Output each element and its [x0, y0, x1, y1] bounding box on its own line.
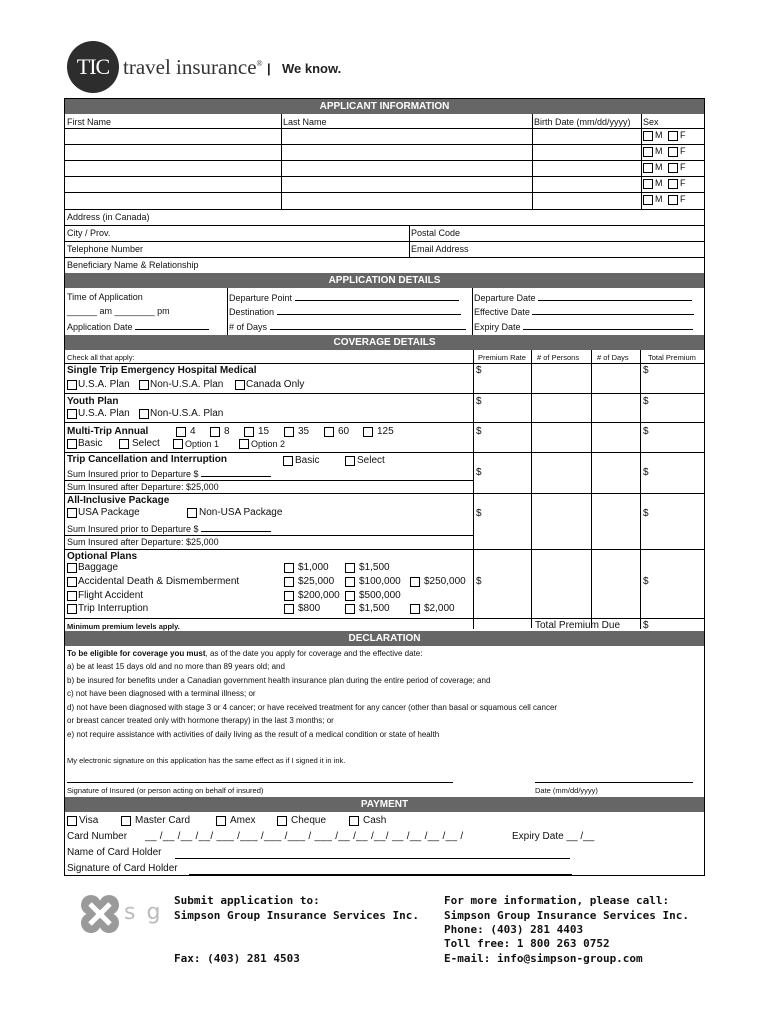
- amount-25000-label: $25,000: [298, 576, 335, 587]
- total-premium-due-label: Total Premium Due: [535, 620, 621, 631]
- amount-800-checkbox[interactable]: [284, 604, 294, 614]
- mt-8-label: 8: [224, 426, 230, 437]
- baggage-label: Baggage: [78, 562, 119, 573]
- mt-35-label: 35: [298, 426, 310, 437]
- youth-usa-label: U.S.A. Plan: [78, 408, 130, 419]
- declaration-date-line[interactable]: [535, 782, 693, 783]
- single-trip-rate: $: [476, 365, 482, 376]
- trip-cancel-rate: $: [476, 467, 482, 478]
- birth-date-label: Birth Date (mm/dd/yyyy): [534, 117, 631, 127]
- expiry-date-label: [474, 321, 693, 333]
- info-label: For more information, please call:: [444, 894, 670, 907]
- mt-60-checkbox[interactable]: [324, 427, 334, 437]
- amount-1500b-checkbox[interactable]: [345, 604, 355, 614]
- insured-signature-label: Signature of Insured (or person acting on behalf of insured): [67, 786, 264, 795]
- sex-f-label: F: [680, 162, 686, 172]
- tc-sum-prior: [67, 468, 271, 480]
- usa-plan-checkbox[interactable]: [67, 380, 77, 390]
- check-all-label: Check all that apply:: [67, 353, 135, 362]
- declaration-e: e) not require assistance with activities of daily living as the result of a medical condition or state of health: [67, 730, 440, 739]
- departure-date-label: [474, 292, 692, 304]
- address-label: Address (in Canada): [67, 212, 150, 222]
- card-signature-line[interactable]: [189, 874, 572, 875]
- days-text: # of Days: [229, 322, 268, 332]
- days-header: # of Days: [597, 353, 629, 362]
- youth-non-usa-label: Non-U.S.A. Plan: [150, 408, 224, 419]
- am-pm-field[interactable]: ______ am ________ pm: [67, 306, 170, 316]
- total-premium-header: Total Premium: [648, 353, 696, 362]
- coverage-details-header: COVERAGE DETAILS: [65, 335, 704, 350]
- city-label: City / Prov.: [67, 228, 111, 238]
- multi-trip-rate: $: [476, 426, 482, 437]
- trip-cancellation-title: Trip Cancellation and Interruption: [67, 454, 228, 465]
- sex-f-checkbox-3[interactable]: [668, 163, 678, 173]
- sex-m-checkbox-2[interactable]: [643, 147, 653, 157]
- card-expiry-field[interactable]: Expiry Date __ /__: [512, 831, 595, 842]
- info-company: Simpson Group Insurance Services Inc.: [444, 909, 690, 922]
- eligibility-intro-rest: , as of the date you apply for coverage and the effective date:: [205, 649, 423, 658]
- optional-rate: $: [476, 576, 482, 587]
- sex-m-label: M: [655, 162, 663, 172]
- mastercard-label: Master Card: [135, 815, 191, 826]
- sex-label: Sex: [643, 117, 659, 127]
- premium-rate-header: Premium Rate: [478, 353, 526, 362]
- application-details-header: APPLICATION DETAILS: [65, 273, 704, 288]
- cash-checkbox[interactable]: [349, 816, 359, 826]
- declaration-header: DECLARATION: [65, 631, 704, 646]
- declaration-d1: d) not have been diagnosed with stage 3 or 4 cancer; or have received treatment for any cancer (other than basal or squamous cell cancer: [67, 703, 558, 712]
- submit-company: Simpson Group Insurance Services Inc.: [174, 909, 420, 922]
- eligibility-intro: [67, 649, 422, 659]
- tc-sum-prior-text: Sum Insured prior to Departure $: [67, 469, 199, 479]
- youth-total: $: [643, 396, 649, 407]
- tc-select-label: Select: [357, 455, 385, 466]
- brand-name: [123, 55, 263, 80]
- mt-8-checkbox[interactable]: [210, 427, 220, 437]
- application-date-label: [67, 321, 209, 333]
- trip-cancel-total: $: [643, 467, 649, 478]
- applicant-info-header: APPLICANT INFORMATION: [65, 99, 704, 114]
- min-premium-note: Minimum premium levels apply.: [67, 622, 180, 631]
- amex-label: Amex: [230, 815, 256, 826]
- electronic-signature-note: My electronic signature on this application has the same effect as if I signed it in ink.: [67, 756, 346, 765]
- mt-basic-checkbox[interactable]: [67, 439, 77, 449]
- amount-1500b-label: $1,500: [359, 603, 390, 614]
- mt-125-checkbox[interactable]: [363, 427, 373, 437]
- mt-15-label: 15: [258, 426, 270, 437]
- fax-number: Fax: (403) 281 4503: [174, 952, 300, 965]
- departure-point-text: Departure Point: [229, 293, 293, 303]
- days-label: [229, 321, 466, 333]
- ai-sum-after: Sum Insured after Departure: $25,000: [67, 537, 219, 547]
- amount-2000-label: $2,000: [424, 603, 455, 614]
- email-label: Email Address: [411, 244, 469, 254]
- declaration-d2: or breast cancer treated only with hormone therapy) in the last 3 months; or: [67, 716, 334, 725]
- sex-f-checkbox-1[interactable]: [668, 131, 678, 141]
- mastercard-checkbox[interactable]: [121, 816, 131, 826]
- amount-1500-label: $1,500: [359, 562, 390, 573]
- last-name-label: Last Name: [283, 117, 327, 127]
- mt-15-checkbox[interactable]: [244, 427, 254, 437]
- mt-option1-checkbox[interactable]: [173, 439, 183, 449]
- mt-select-checkbox[interactable]: [119, 439, 129, 449]
- amount-25000-checkbox[interactable]: [284, 577, 294, 587]
- ai-non-usa-checkbox[interactable]: [187, 508, 197, 518]
- effective-date-text: Effective Date: [474, 307, 530, 317]
- visa-checkbox[interactable]: [67, 816, 77, 826]
- sg-logo-text: s g: [124, 900, 163, 925]
- amount-250000-checkbox[interactable]: [410, 577, 420, 587]
- submit-label: Submit application to:: [174, 894, 320, 907]
- all-inclusive-rate: $: [476, 508, 482, 519]
- separator: |: [267, 61, 271, 76]
- ai-usa-checkbox[interactable]: [67, 508, 77, 518]
- postal-code-label: Postal Code: [411, 228, 461, 238]
- mt-option2-label: Option 2: [251, 439, 286, 449]
- optional-total: $: [643, 576, 649, 587]
- optional-plans-title: Optional Plans: [67, 551, 138, 562]
- amount-2000-checkbox[interactable]: [410, 604, 420, 614]
- non-usa-plan-checkbox[interactable]: [139, 380, 149, 390]
- tc-basic-label: Basic: [295, 455, 320, 466]
- amount-500000-label: $500,000: [359, 590, 401, 601]
- logo-text: TIC: [76, 54, 110, 79]
- sex-f-label: F: [680, 130, 686, 140]
- mt-option1-label: Option 1: [185, 439, 220, 449]
- usa-plan-label: U.S.A. Plan: [78, 379, 130, 390]
- sex-m-checkbox-5[interactable]: [643, 195, 653, 205]
- persons-header: # of Persons: [537, 353, 580, 362]
- amount-100000-label: $100,000: [359, 576, 401, 587]
- tagline: We know.: [282, 61, 342, 76]
- mt-125-label: 125: [377, 426, 394, 437]
- sex-f-checkbox-2[interactable]: [668, 147, 678, 157]
- cash-label: Cash: [363, 815, 387, 826]
- effective-date-label: [474, 306, 694, 318]
- declaration-b: b) be insured for benefits under a Canadian government health insurance plan during the entire period of coverage; and: [67, 676, 491, 685]
- beneficiary-label: Beneficiary Name & Relationship: [67, 260, 199, 270]
- mt-select-label: Select: [132, 438, 160, 449]
- baggage-checkbox[interactable]: [67, 563, 77, 573]
- amex-checkbox[interactable]: [216, 816, 226, 826]
- amount-250000-label: $250,000: [424, 576, 466, 587]
- declaration-c: c) not have been diagnosed with a terminal illness; or: [67, 689, 256, 698]
- declaration-date-label: Date (mm/dd/yyyy): [535, 786, 598, 795]
- cheque-checkbox[interactable]: [277, 816, 287, 826]
- application-form: [64, 98, 705, 876]
- flight-checkbox[interactable]: [67, 591, 77, 601]
- youth-usa-checkbox[interactable]: [67, 409, 77, 419]
- amount-1000-checkbox[interactable]: [284, 563, 294, 573]
- time-of-application-label: Time of Application: [67, 292, 143, 302]
- youth-rate: $: [476, 396, 482, 407]
- payment-header: PAYMENT: [65, 797, 704, 812]
- brand-text: travel insurance: [123, 55, 257, 79]
- sex-m-checkbox-3[interactable]: [643, 163, 653, 173]
- amount-200000-checkbox[interactable]: [284, 591, 294, 601]
- telephone-label: Telephone Number: [67, 244, 144, 254]
- first-name-label: First Name: [67, 117, 112, 127]
- registered-mark: ®: [256, 59, 263, 68]
- youth-plan-title: Youth Plan: [67, 396, 119, 407]
- phone-number: Phone: (403) 281 4403: [444, 923, 584, 936]
- tc-select-checkbox[interactable]: [345, 456, 355, 466]
- departure-date-text: Departure Date: [474, 293, 536, 303]
- add-label: Accidental Death & Dismemberment: [78, 576, 240, 587]
- mt-basic-label: Basic: [78, 438, 103, 449]
- multi-trip-title: Multi-Trip Annual: [67, 426, 149, 437]
- amount-800-label: $800: [298, 603, 321, 614]
- ai-usa-label: USA Package: [78, 507, 140, 518]
- destination-text: Destination: [229, 307, 275, 317]
- tc-sum-after: Sum Insured after Departure: $25,000: [67, 482, 219, 492]
- declaration-a: a) be at least 15 days old and no more than 89 years old; and: [67, 662, 285, 671]
- card-number-field[interactable]: __ /__ /__ /__/ ___ /___ /___ /___ / ___ /__ /__ /__/ __ /__ /__ /__ /: [145, 831, 464, 842]
- ai-sum-prior-text: Sum Insured prior to Departure $: [67, 524, 199, 534]
- canada-only-checkbox[interactable]: [235, 380, 245, 390]
- eligibility-intro-bold: To be eligible for coverage you must: [67, 649, 206, 658]
- sg-logo-icon: [78, 892, 122, 936]
- visa-label: Visa: [79, 815, 99, 826]
- expiry-date-text: Expiry Date: [474, 322, 521, 332]
- departure-point-label: [229, 292, 459, 304]
- interruption-label: Trip Interruption: [78, 603, 149, 614]
- multi-trip-total: $: [643, 426, 649, 437]
- sex-m-label: M: [655, 178, 663, 188]
- amount-100000-checkbox[interactable]: [345, 577, 355, 587]
- insured-signature-line[interactable]: [67, 782, 453, 783]
- ai-sum-prior: [67, 523, 271, 535]
- card-holder-label: Name of Card Holder: [67, 847, 162, 858]
- youth-non-usa-checkbox[interactable]: [139, 409, 149, 419]
- amount-1000-label: $1,000: [298, 562, 329, 573]
- non-usa-plan-label: Non-U.S.A. Plan: [150, 379, 224, 390]
- amount-500000-checkbox[interactable]: [345, 591, 355, 601]
- amount-200000-label: $200,000: [298, 590, 340, 601]
- flight-label: Flight Accident: [78, 590, 144, 601]
- single-trip-title: Single Trip Emergency Hospital Medical: [67, 365, 257, 376]
- tic-logo: [67, 41, 119, 93]
- ai-non-usa-label: Non-USA Package: [199, 507, 283, 518]
- mt-35-checkbox[interactable]: [284, 427, 294, 437]
- add-checkbox[interactable]: [67, 577, 77, 587]
- all-inclusive-total: $: [643, 508, 649, 519]
- card-signature-label: Signature of Card Holder: [67, 863, 178, 874]
- sex-f-checkbox-4[interactable]: [668, 179, 678, 189]
- mt-60-label: 60: [338, 426, 350, 437]
- sex-m-checkbox-4[interactable]: [643, 179, 653, 189]
- sex-f-label: F: [680, 194, 686, 204]
- destination-label: [229, 306, 461, 318]
- cheque-label: Cheque: [291, 815, 327, 826]
- sex-f-label: F: [680, 178, 686, 188]
- sex-m-label: M: [655, 130, 663, 140]
- application-date-text: Application Date: [67, 322, 133, 332]
- card-number-label: Card Number: [67, 831, 128, 842]
- all-inclusive-title: All-Inclusive Package: [67, 495, 170, 506]
- tc-basic-checkbox[interactable]: [283, 456, 293, 466]
- sex-m-label: M: [655, 146, 663, 156]
- card-holder-line[interactable]: [175, 858, 570, 859]
- interruption-checkbox[interactable]: [67, 604, 77, 614]
- sex-f-checkbox-5[interactable]: [668, 195, 678, 205]
- amount-1500-checkbox[interactable]: [345, 563, 355, 573]
- sex-f-label: F: [680, 146, 686, 156]
- mt-option2-checkbox[interactable]: [239, 439, 249, 449]
- sex-m-label: M: [655, 194, 663, 204]
- mt-4-label: 4: [190, 426, 196, 437]
- total-premium-due-value: $: [643, 620, 649, 631]
- canada-only-label: Canada Only: [246, 379, 305, 390]
- sex-m-checkbox-1[interactable]: [643, 131, 653, 141]
- mt-4-checkbox[interactable]: [176, 427, 186, 437]
- toll-free-number: Toll free: 1 800 263 0752: [444, 937, 610, 950]
- contact-email: E-mail: info@simpson-group.com: [444, 952, 643, 965]
- single-trip-total: $: [643, 365, 649, 376]
